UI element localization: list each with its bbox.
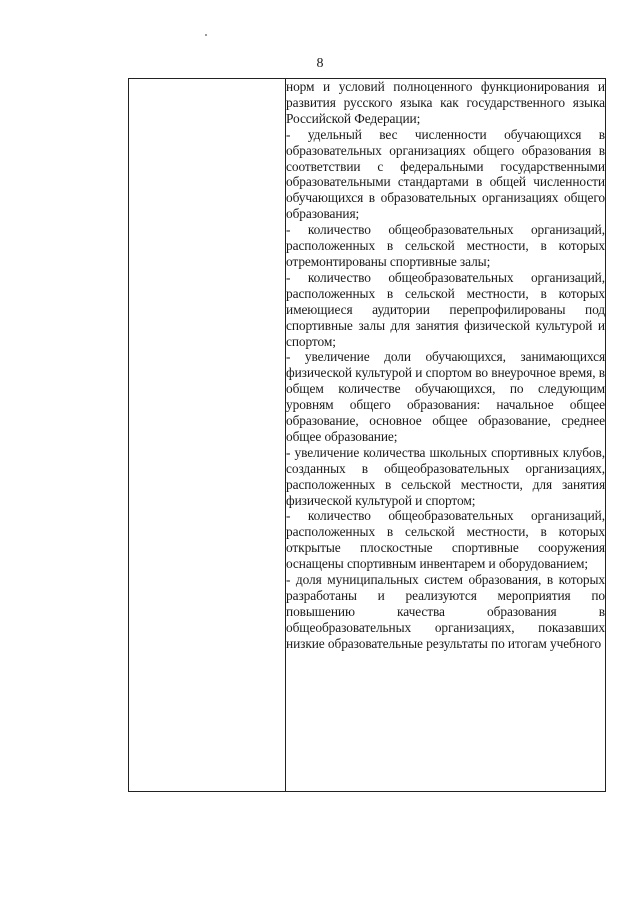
scan-speck bbox=[205, 34, 207, 36]
cell-text bbox=[286, 79, 605, 652]
table-cell-right bbox=[286, 79, 606, 792]
table-cell-left bbox=[129, 79, 286, 792]
list-item: - количество общеобразовательных организаций, расположенных в сельской местности, в которых имеющиеся аудитории перепрофилированы под спортивные залы для занятия физической культурой и спортом; bbox=[286, 269, 605, 349]
paragraph-continuation: норм и условий полноценного функционирования и развития русского языка как государственного языка Российской Федерации; bbox=[286, 79, 605, 126]
list-item: - количество общеобразовательных организаций, расположенных в сельской местности, в которых открытые плоскостные спортивные сооружения оснащены спортивным инвентарем и оборудованием; bbox=[286, 508, 605, 572]
list-item: - количество общеобразовательных организаций, расположенных в сельской местности, в которых отремонтированы спортивные залы; bbox=[286, 222, 605, 269]
list-item: - увеличение доли обучающихся, занимающихся физической культурой и спортом во внеурочное время, в общем количестве обучающихся, по следующим уровням общего образования: начальное общее образование, основное общее образование, среднее общее образование; bbox=[286, 349, 605, 444]
list-item: - удельный вес численности обучающихся в образовательных организациях общего образования в соответствии с федеральными государственными образовательными стандартами в общей численности обучающихся в образовательных организациях общего образования; bbox=[286, 126, 605, 222]
list-item: - увеличение количества школьных спортивных клубов, созданных в общеобразовательных организациях, расположенных в сельской местности, для занятия физической культурой и спортом; bbox=[286, 444, 605, 508]
document-table bbox=[128, 78, 606, 792]
table-row bbox=[129, 79, 606, 792]
page-number: 8 bbox=[316, 56, 324, 71]
list-item: - доля муниципальных систем образования, в которых разработаны и реализуются мероприятия по повышению качества образования в общеобразовательных организациях, показавших низкие образовательные результаты по итогам учебного bbox=[286, 572, 605, 651]
